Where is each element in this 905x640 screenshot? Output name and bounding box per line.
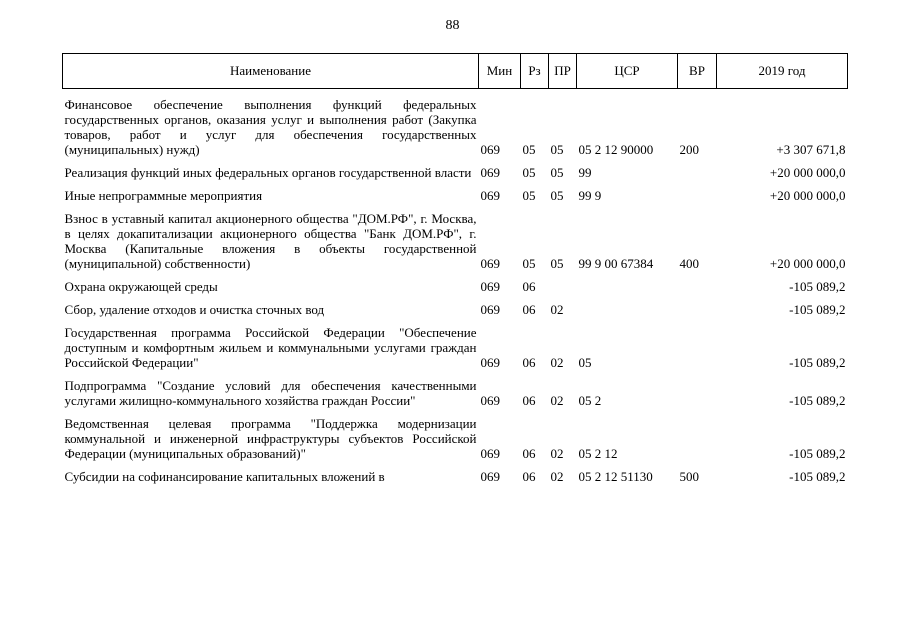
row-csr: 05 2 12 51130 — [578, 468, 653, 484]
row-spacer — [63, 461, 848, 469]
row-name: Иные непрограммные мероприятия — [64, 187, 263, 203]
header-rz: Рз — [521, 54, 549, 89]
row-spacer-cell — [63, 408, 848, 416]
row-spacer — [63, 271, 848, 279]
row-pr: 02 — [550, 301, 564, 317]
row-vr: 400 — [679, 255, 699, 271]
row-name: Взнос в уставный капитал акционерного общества "ДОМ.РФ", г. Москва, в целях докапитализации акционерного общества "Банк ДОМ.РФ", г. Москва (Капитальные вложения в объекты государственной (муниципальной) собственности) — [64, 210, 477, 271]
row-spacer — [63, 89, 848, 97]
row-spacer — [63, 203, 848, 211]
row-name: Реализация функций иных федеральных органов государственной власти — [64, 164, 472, 180]
row-spacer-cell — [63, 89, 848, 97]
header-min: Мин — [479, 54, 521, 89]
header-name: Наименование — [63, 54, 479, 89]
row-rz: 06 — [522, 468, 536, 484]
header-pr: ПР — [549, 54, 577, 89]
table-row — [63, 469, 848, 484]
row-spacer-cell — [63, 317, 848, 325]
row-min: 069 — [480, 301, 500, 317]
row-pr: 02 — [550, 392, 564, 408]
row-vr — [678, 279, 717, 294]
row-min: 069 — [480, 255, 500, 271]
row-min: 069 — [480, 468, 500, 484]
row-rz: 05 — [522, 141, 536, 157]
row-spacer — [63, 317, 848, 325]
row-min: 069 — [480, 392, 500, 408]
row-csr — [577, 279, 678, 294]
row-csr: 99 9 — [578, 187, 602, 203]
row-amount: -105 089,2 — [789, 468, 846, 484]
row-amount: +20 000 000,0 — [769, 187, 846, 203]
row-amount: +20 000 000,0 — [769, 164, 846, 180]
row-name: Подпрограмма "Создание условий для обеспечения качественными услугами жилищно-коммунального хозяйства граждан России" — [64, 377, 477, 408]
row-amount: -105 089,2 — [789, 301, 846, 317]
table-row — [63, 302, 848, 317]
row-vr — [678, 188, 717, 203]
page-number: 88 — [445, 18, 460, 33]
row-rz: 06 — [522, 301, 536, 317]
row-name: Ведомственная целевая программа "Поддержка модернизации коммунальной и инженерной инфраструктуры субъектов Российской Федерации (муниципальных образований)" — [64, 415, 477, 461]
row-spacer-cell — [63, 157, 848, 165]
table-row — [63, 416, 848, 461]
row-vr — [678, 165, 717, 180]
row-spacer — [63, 294, 848, 302]
row-csr: 99 — [578, 164, 592, 180]
row-min: 069 — [480, 164, 500, 180]
header-year: 2019 год — [717, 54, 848, 89]
row-csr: 05 2 12 — [578, 445, 618, 461]
row-spacer-cell — [63, 203, 848, 211]
header-csr: ЦСР — [577, 54, 678, 89]
row-pr: 05 — [550, 141, 564, 157]
row-amount: -105 089,2 — [789, 392, 846, 408]
row-rz: 06 — [522, 392, 536, 408]
row-pr — [549, 279, 577, 294]
row-vr — [678, 378, 717, 408]
row-rz: 05 — [522, 164, 536, 180]
row-name: Государственная программа Российской Федерации "Обеспечение доступным и комфортным жильем и коммунальными услугами граждан Российской Федерации" — [64, 324, 477, 370]
row-rz: 05 — [522, 187, 536, 203]
row-min: 069 — [480, 445, 500, 461]
row-spacer-cell — [63, 294, 848, 302]
header-vr: ВР — [678, 54, 717, 89]
row-min: 069 — [480, 141, 500, 157]
row-rz: 05 — [522, 255, 536, 271]
row-pr: 05 — [550, 164, 564, 180]
row-min: 069 — [480, 354, 500, 370]
row-min: 069 — [480, 187, 500, 203]
table-row — [63, 97, 848, 157]
row-pr: 02 — [550, 354, 564, 370]
table-row — [63, 378, 848, 408]
row-amount: +20 000 000,0 — [769, 255, 846, 271]
row-vr: 500 — [679, 468, 699, 484]
row-amount: -105 089,2 — [789, 354, 846, 370]
row-name: Сбор, удаление отходов и очистка сточных вод — [64, 301, 325, 317]
row-amount: -105 089,2 — [789, 445, 846, 461]
row-rz: 06 — [522, 354, 536, 370]
table-row — [63, 165, 848, 180]
row-pr: 05 — [550, 187, 564, 203]
row-vr — [678, 325, 717, 370]
row-amount: +3 307 671,8 — [776, 141, 846, 157]
row-name: Охрана окружающей среды — [64, 278, 218, 294]
row-spacer-cell — [63, 180, 848, 188]
row-rz: 06 — [522, 278, 536, 294]
row-name: Субсидии на софинансирование капитальных вложений в — [64, 468, 385, 484]
row-csr: 05 — [578, 354, 592, 370]
row-spacer-cell — [63, 271, 848, 279]
row-pr: 02 — [550, 445, 564, 461]
row-pr: 05 — [550, 255, 564, 271]
row-name: Финансовое обеспечение выполнения функций федеральных государственных органов, оказания услуг и выполнения работ (Закупка товаров, работ и услуг для обеспечения государственных (муниципальных) нужд) — [64, 96, 477, 157]
row-pr: 02 — [550, 468, 564, 484]
budget-table — [62, 53, 848, 484]
row-csr: 05 2 — [578, 392, 602, 408]
row-vr — [678, 302, 717, 317]
row-amount: -105 089,2 — [789, 278, 846, 294]
row-csr — [577, 302, 678, 317]
row-vr: 200 — [679, 141, 699, 157]
row-spacer — [63, 180, 848, 188]
table-row — [63, 325, 848, 370]
row-csr: 99 9 00 67384 — [578, 255, 654, 271]
row-spacer — [63, 408, 848, 416]
row-spacer-cell — [63, 461, 848, 469]
row-spacer — [63, 370, 848, 378]
table-header-row — [63, 54, 848, 89]
row-min: 069 — [480, 278, 500, 294]
row-csr: 05 2 12 90000 — [578, 141, 654, 157]
table-row — [63, 188, 848, 203]
row-spacer — [63, 157, 848, 165]
row-rz: 06 — [522, 445, 536, 461]
row-vr — [678, 416, 717, 461]
table-row — [63, 211, 848, 271]
table-row — [63, 279, 848, 294]
row-spacer-cell — [63, 370, 848, 378]
